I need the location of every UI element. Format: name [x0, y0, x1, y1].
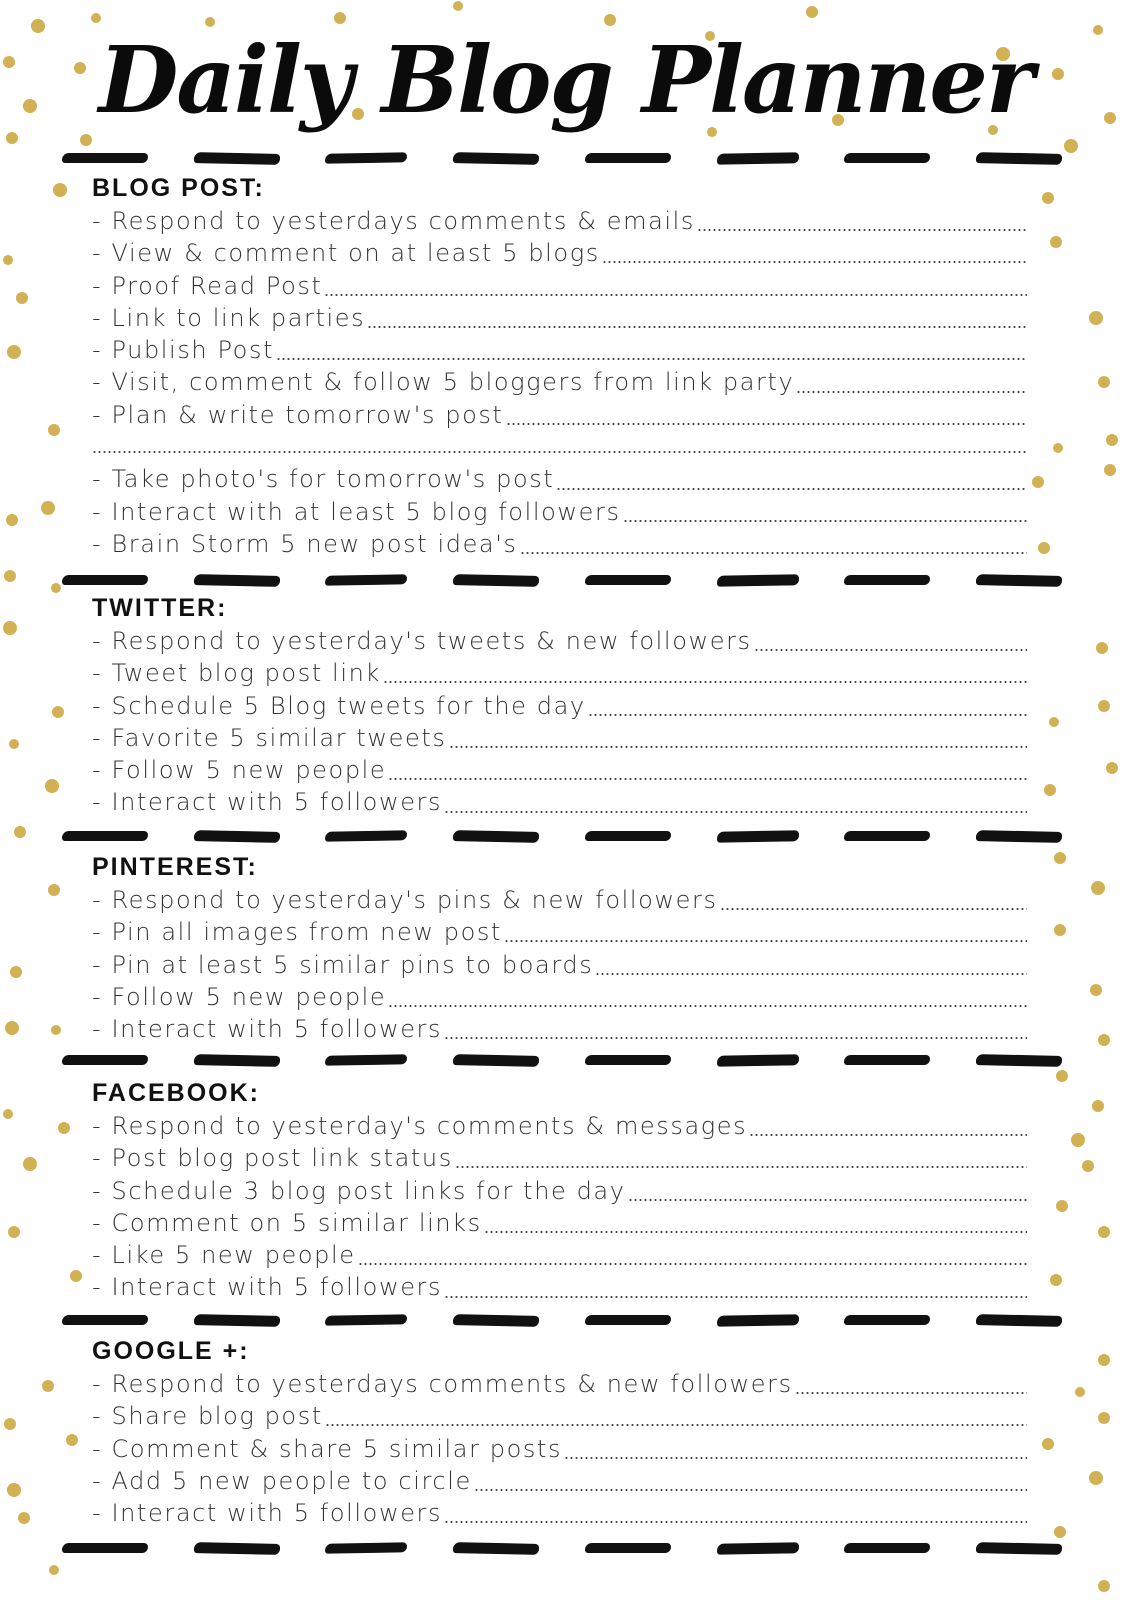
- task-item: - Comment on 5 similar links: [92, 1207, 1027, 1239]
- task-item: - Respond to yesterdays comments & emails: [92, 205, 1027, 237]
- task-item: - Link to link parties: [92, 302, 1027, 334]
- brush-divider: [62, 826, 1062, 846]
- brush-divider: [62, 148, 1062, 168]
- task-item: - Take photo's for tomorrow's post: [92, 463, 1027, 495]
- task-item: - Interact with at least 5 blog followers: [92, 496, 1027, 528]
- section-heading: TWITTER:: [92, 594, 228, 622]
- task-item: - Share blog post: [92, 1400, 1027, 1432]
- section-pinterest: [92, 851, 1027, 1045]
- task-item: - Like 5 new people: [92, 1239, 1027, 1271]
- task-item: - Comment & share 5 similar posts: [92, 1433, 1027, 1465]
- task-item: - Brain Storm 5 new post idea's: [92, 528, 1027, 560]
- task-item: - Schedule 3 blog post links for the day: [92, 1175, 1027, 1207]
- section-heading: GOOGLE +:: [92, 1337, 250, 1365]
- task-item: - Respond to yesterdays comments & new followers: [92, 1368, 1027, 1400]
- task-item: - Interact with 5 followers: [92, 1271, 1027, 1303]
- section-google-plus: [92, 1335, 1027, 1529]
- task-item: - Follow 5 new people: [92, 754, 1027, 786]
- task-item: - Interact with 5 followers: [92, 1497, 1027, 1529]
- section-heading: FACEBOOK:: [92, 1079, 260, 1107]
- brush-divider: [62, 1050, 1062, 1070]
- task-item: - Interact with 5 followers: [92, 786, 1027, 818]
- task-item: - Respond to yesterday's pins & new followers: [92, 884, 1027, 916]
- task-item: - Follow 5 new people: [92, 981, 1027, 1013]
- task-item: - Pin at least 5 similar pins to boards: [92, 949, 1027, 981]
- task-item: - Proof Read Post: [92, 270, 1027, 302]
- page-title: Daily Blog Planner: [98, 26, 1033, 134]
- task-item: - Post blog post link status: [92, 1142, 1027, 1174]
- task-item: - Respond to yesterday's comments & messages: [92, 1110, 1027, 1142]
- brush-divider: [62, 1538, 1062, 1558]
- section-heading: BLOG POST:: [92, 174, 265, 202]
- task-item: - Publish Post: [92, 334, 1027, 366]
- task-item: - Interact with 5 followers: [92, 1013, 1027, 1045]
- task-item: - Plan & write tomorrow's post: [92, 399, 1027, 431]
- task-item: - Favorite 5 similar tweets: [92, 722, 1027, 754]
- task-item: - Visit, comment & follow 5 bloggers from link party: [92, 366, 1027, 398]
- section-heading: PINTEREST:: [92, 853, 258, 881]
- task-item: - Add 5 new people to circle: [92, 1465, 1027, 1497]
- task-item: - Pin all images from new post: [92, 916, 1027, 948]
- task-item: - Schedule 5 Blog tweets for the day: [92, 690, 1027, 722]
- blank-dotted-line: [92, 431, 1027, 463]
- section-facebook: [92, 1077, 1027, 1304]
- section-blog-post: [92, 172, 1027, 560]
- brush-divider: [62, 1310, 1062, 1330]
- section-twitter: [92, 592, 1027, 819]
- task-item: - View & comment on at least 5 blogs: [92, 237, 1027, 269]
- task-item: - Respond to yesterday's tweets & new followers: [92, 625, 1027, 657]
- task-item: - Tweet blog post link: [92, 657, 1027, 689]
- brush-divider: [62, 570, 1062, 590]
